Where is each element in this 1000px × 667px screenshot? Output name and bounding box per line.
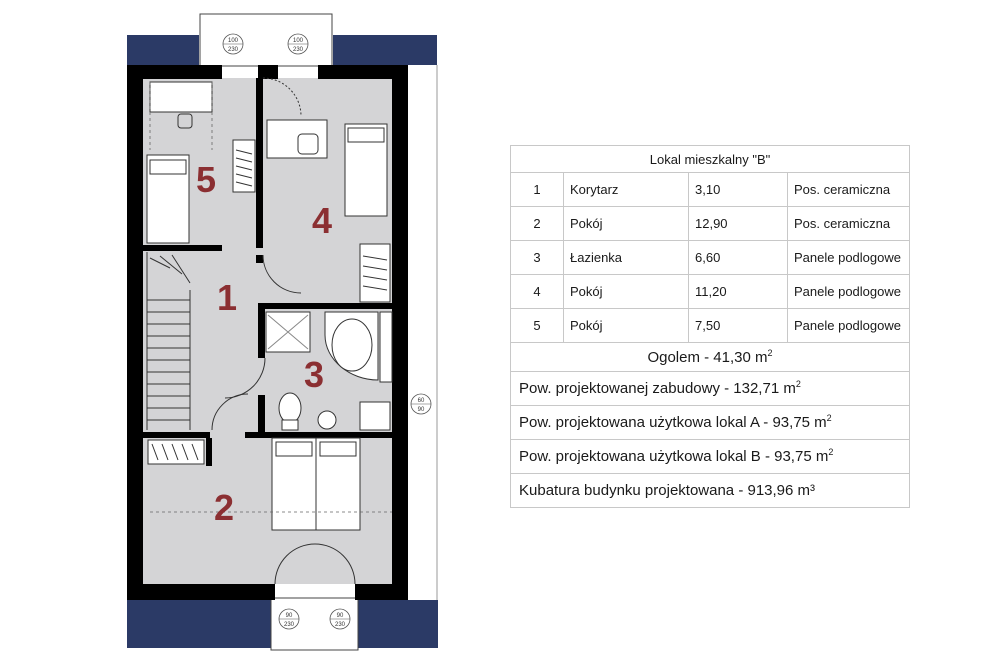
total-area-unit-sup: 2 [767,347,773,358]
table-row [511,275,910,309]
room-name: Pokój [564,207,689,241]
info-usable-area-a [511,406,910,440]
total-area [511,343,910,372]
table-row [511,207,910,241]
row-number: 5 [511,309,564,343]
dim-bottom-left-b: 230 [283,622,295,628]
table-row [511,241,910,275]
dim-side-a: 60 [417,398,425,404]
room-name: Korytarz [564,173,689,207]
room-name: Pokój [564,309,689,343]
info-text: Pow. projektowanej zabudowy - 132,71 m [519,380,796,397]
dim-top-right-a: 100 [292,38,304,44]
info-text: Pow. projektowana użytkowa lokal B - 93,75 m [519,448,829,465]
row-number: 1 [511,173,564,207]
table-row [511,309,910,343]
room-area: 6,60 [689,241,788,275]
info-text: Pow. projektowana użytkowa lokal A - 93,75 m [519,414,827,431]
floor-type: Pos. ceramiczna [788,207,910,241]
balcony-top [200,14,332,66]
roof-top-right [333,35,437,65]
dim-side-b: 90 [417,407,425,413]
room-number-5: 5 [195,159,217,200]
row-number: 2 [511,207,564,241]
info-sup: 2 [795,379,801,389]
room-number-3: 3 [303,354,325,395]
legend-title: Lokal mieszkalny "B" [511,146,910,173]
info-usable-area-b [511,440,910,474]
floor-type: Panele podlogowe [788,241,910,275]
dim-bottom-left-a: 90 [285,613,293,619]
info-building-volume [511,474,910,508]
dim-bottom-right-b: 230 [334,622,346,628]
info-built-area [511,372,910,406]
dim-top-right-b: 230 [292,47,304,53]
info-sup: 2 [826,413,832,423]
dim-top-left-b: 230 [227,47,239,53]
row-number: 4 [511,275,564,309]
room-number-2: 2 [213,487,235,528]
info-text: Kubatura budynku projektowana - 913,96 m³ [519,482,816,499]
room-name: Pokój [564,275,689,309]
roof-top-left [127,35,199,65]
room-name: Łazienka [564,241,689,275]
roof-bottom-right [358,600,438,648]
floor-type: Panele podlogowe [788,309,910,343]
floor-type: Panele podlogowe [788,275,910,309]
info-sup: 2 [828,447,834,457]
room-legend-table [510,145,910,508]
dim-top-left-a: 100 [227,38,239,44]
roof-bottom-left [127,600,271,648]
room-area: 7,50 [689,309,788,343]
total-area-label: Ogolem - 41,30 m [647,348,768,366]
room-number-1: 1 [216,277,238,318]
room-area: 11,20 [689,275,788,309]
room-area: 3,10 [689,173,788,207]
room-area: 12,90 [689,207,788,241]
row-number: 3 [511,241,564,275]
table-row [511,173,910,207]
floor-type: Pos. ceramiczna [788,173,910,207]
room-number-4: 4 [311,200,333,241]
dim-bottom-right-a: 90 [336,613,344,619]
